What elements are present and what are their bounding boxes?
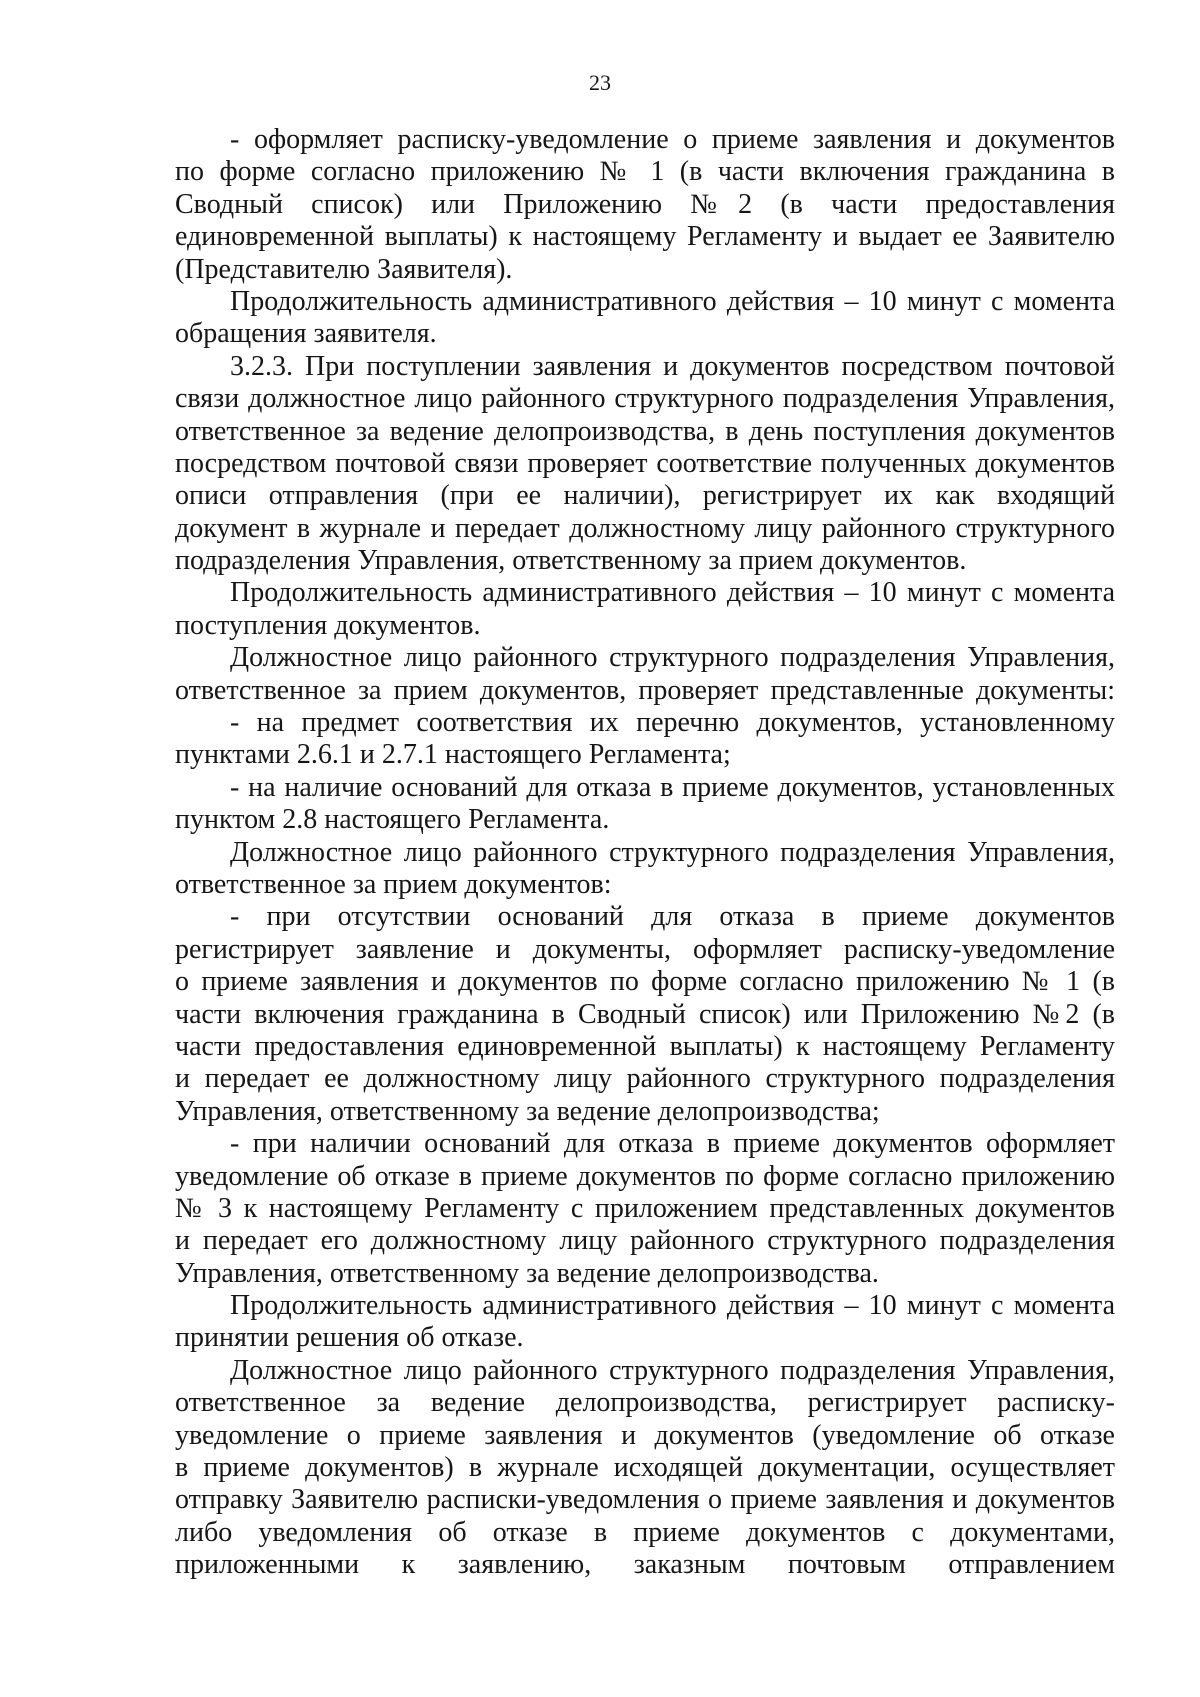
text-line: Сводный список) или Приложению №2 (в части предоставления [175, 188, 1115, 220]
text-line: документ в журнале и передает должностному лицу районного структурного [175, 512, 1115, 544]
text-line: по форме согласно приложению № 1 (в части включения гражданина в [175, 156, 1115, 188]
text-line: о приеме заявления и документов по форме согласно приложению № 1 (в [175, 966, 1115, 998]
text-line: уведомление о приеме заявления и документов (уведомление об отказе [175, 1419, 1115, 1451]
text-line: ответственное за прием документов, проверяет представленные документы: [175, 674, 1115, 706]
text-line: описи отправления (при ее наличии), регистрирует их как входящий [175, 480, 1115, 512]
text-line: уведомление об отказе в приеме документов по форме согласно приложению [175, 1160, 1115, 1192]
text-line: - на предмет соответствия их перечню документов, установленному [230, 707, 1115, 739]
text-line: подразделения Управления, ответственному за прием документов. [175, 545, 967, 577]
text-line: Должностное лицо районного структурного подразделения Управления, [230, 642, 1115, 674]
text-line: (Представителю Заявителя). [175, 253, 513, 285]
text-line: регистрирует заявление и документы, оформляет расписку-уведомление [175, 933, 1115, 965]
text-line: и передает ее должностному лицу районного структурного подразделения [175, 1063, 1115, 1095]
text-line: либо уведомления об отказе в приеме документов с документами, [175, 1516, 1115, 1548]
text-line: Управления, ответственному за ведение делопроизводства; [175, 1095, 880, 1127]
text-line: Продолжительность административного действия – 10 минут с момента [230, 1290, 1115, 1322]
text-line: части предоставления единовременной выплаты) к настоящему Регламенту [175, 1030, 1115, 1062]
text-line: приложенными к заявлению, заказным почтовым отправлением [175, 1549, 1115, 1581]
text-line: Продолжительность административного действия – 10 минут с момента [230, 577, 1115, 609]
text-line: единовременной выплаты) к настоящему Регламенту и выдает ее Заявителю [175, 221, 1115, 253]
text-line: ответственное за ведение делопроизводства, регистрирует расписку- [175, 1387, 1115, 1419]
text-line: в приеме документов) в журнале исходящей документации, осуществляет [175, 1452, 1115, 1484]
text-line: обращения заявителя. [175, 318, 437, 350]
text-line: посредством почтовой связи проверяет соответствие полученных документов [175, 447, 1115, 479]
text-line: и передает его должностному лицу районного структурного подразделения [175, 1225, 1115, 1257]
text-line: № 3 к настоящему Регламенту с приложением представленных документов [175, 1192, 1115, 1224]
text-line: связи должностное лицо районного структурного подразделения Управления, [175, 383, 1115, 415]
text-line: - при отсутствии оснований для отказа в приеме документов [230, 901, 1115, 933]
text-line: Управления, ответственному за ведение делопроизводства. [175, 1257, 879, 1289]
text-line: поступления документов. [175, 609, 481, 641]
text-line: Должностное лицо районного структурного подразделения Управления, [230, 836, 1115, 868]
text-line: 3.2.3. При поступлении заявления и документов посредством почтовой [230, 350, 1115, 382]
text-line: части включения гражданина в Сводный список) или Приложению №2 (в [175, 998, 1115, 1030]
text-line: - при наличии оснований для отказа в приеме документов оформляет [230, 1128, 1115, 1160]
text-line: пунктами 2.6.1 и 2.7.1 настоящего Регламента; [175, 739, 731, 771]
text-line: Продолжительность административного действия – 10 минут с момента [230, 285, 1115, 317]
page-number: 23 [589, 70, 611, 95]
text-line: Должностное лицо районного структурного подразделения Управления, [230, 1354, 1115, 1386]
text-line: - оформляет расписку-уведомление о приеме заявления и документов [230, 124, 1115, 155]
text-line: отправку Заявителю расписки-уведомления о приеме заявления и документов [175, 1484, 1115, 1516]
body-text [175, 124, 1115, 1582]
text-line: - на наличие оснований для отказа в приеме документов, установленных [230, 771, 1115, 803]
text-line: ответственное за ведение делопроизводства, в день поступления документов [175, 415, 1115, 447]
text-line: ответственное за прием документов: [175, 868, 612, 900]
text-line: пунктом 2.8 настоящего Регламента. [175, 804, 610, 836]
text-line: принятии решения об отказе. [175, 1322, 524, 1354]
